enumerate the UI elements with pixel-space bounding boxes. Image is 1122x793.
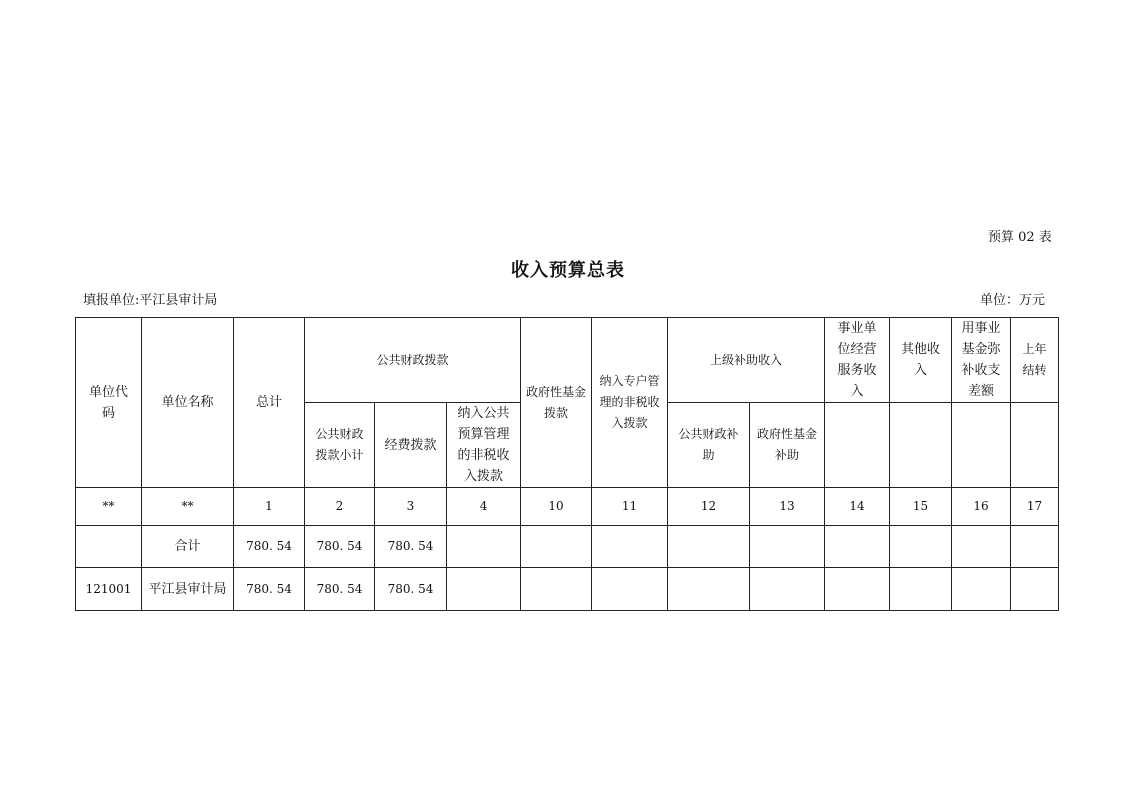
income-budget-table [75,317,1059,611]
row-empty-cell [1011,526,1059,568]
row-empty-cell [750,526,825,568]
header-carryover: 上年结转 [1011,318,1059,403]
index-cell: 16 [952,488,1011,526]
form-number: 预算 02 表 [988,230,1052,245]
table-row-unit [76,568,1059,611]
row-empty-cell [952,568,1011,611]
index-cell: 3 [375,488,447,526]
header-public-fiscal: 公共财政拨款 [305,318,521,403]
row-empty-cell [1011,568,1059,611]
index-cell: 17 [1011,488,1059,526]
header-unit-name: 单位名称 [142,318,234,488]
row-empty-cell [592,526,668,568]
header-public-nontax: 纳入公共预算管理的非税收入拨款 [447,403,521,488]
header-expense-allocation: 经费拨款 [375,403,447,488]
header-gov-fund: 政府性基金拨款 [521,318,592,488]
row-code: 121001 [76,568,142,611]
row-empty-cell [825,526,890,568]
index-cell: 1 [234,488,305,526]
index-cell: 12 [668,488,750,526]
index-row [76,488,1059,526]
row-empty-cell [668,568,750,611]
header-special-nontax: 纳入专户管理的非税收入拨款 [592,318,668,488]
row-empty-cell [447,526,521,568]
header-total: 总计 [234,318,305,488]
header-business-income: 事业单位经营服务收入 [825,318,890,403]
header-empty-cell [1011,403,1059,488]
header-superior-public-subsidy: 公共财政补助 [668,403,750,488]
row-empty-cell [592,568,668,611]
row-subtotal: 780. 54 [305,568,375,611]
row-empty-cell [825,568,890,611]
table-row-total [76,526,1059,568]
header-empty-cell [825,403,890,488]
header-empty-cell [952,403,1011,488]
header-row-top [76,318,1059,403]
page-title: 收入预算总表 [511,260,625,281]
header-fund-makeup: 用事业基金弥补收支差额 [952,318,1011,403]
index-cell: ** [76,488,142,526]
row-name: 合计 [142,526,234,568]
index-cell: 15 [890,488,952,526]
index-cell: ** [142,488,234,526]
header-public-fiscal-subtotal: 公共财政拨款小计 [305,403,375,488]
row-empty-cell [952,526,1011,568]
filling-unit: 填报单位:平江县审计局 [83,293,218,308]
row-name: 平江县审计局 [142,568,234,611]
index-cell: 14 [825,488,890,526]
header-superior-subsidy: 上级补助收入 [668,318,825,403]
row-empty-cell [668,526,750,568]
index-cell: 11 [592,488,668,526]
row-total: 780. 54 [234,568,305,611]
amount-unit: 单位：万元 [980,293,1046,308]
row-empty-cell [447,568,521,611]
row-empty-cell [521,526,592,568]
row-expense: 780. 54 [375,526,447,568]
header-unit-code: 单位代码 [76,318,142,488]
row-empty-cell [890,526,952,568]
row-empty-cell [521,568,592,611]
row-total: 780. 54 [234,526,305,568]
row-code [76,526,142,568]
row-expense: 780. 54 [375,568,447,611]
row-subtotal: 780. 54 [305,526,375,568]
header-superior-fund-subsidy: 政府性基金补助 [750,403,825,488]
header-other-income: 其他收入 [890,318,952,403]
header-empty-cell [890,403,952,488]
index-cell: 13 [750,488,825,526]
index-cell: 4 [447,488,521,526]
row-empty-cell [750,568,825,611]
index-cell: 2 [305,488,375,526]
index-cell: 10 [521,488,592,526]
row-empty-cell [890,568,952,611]
